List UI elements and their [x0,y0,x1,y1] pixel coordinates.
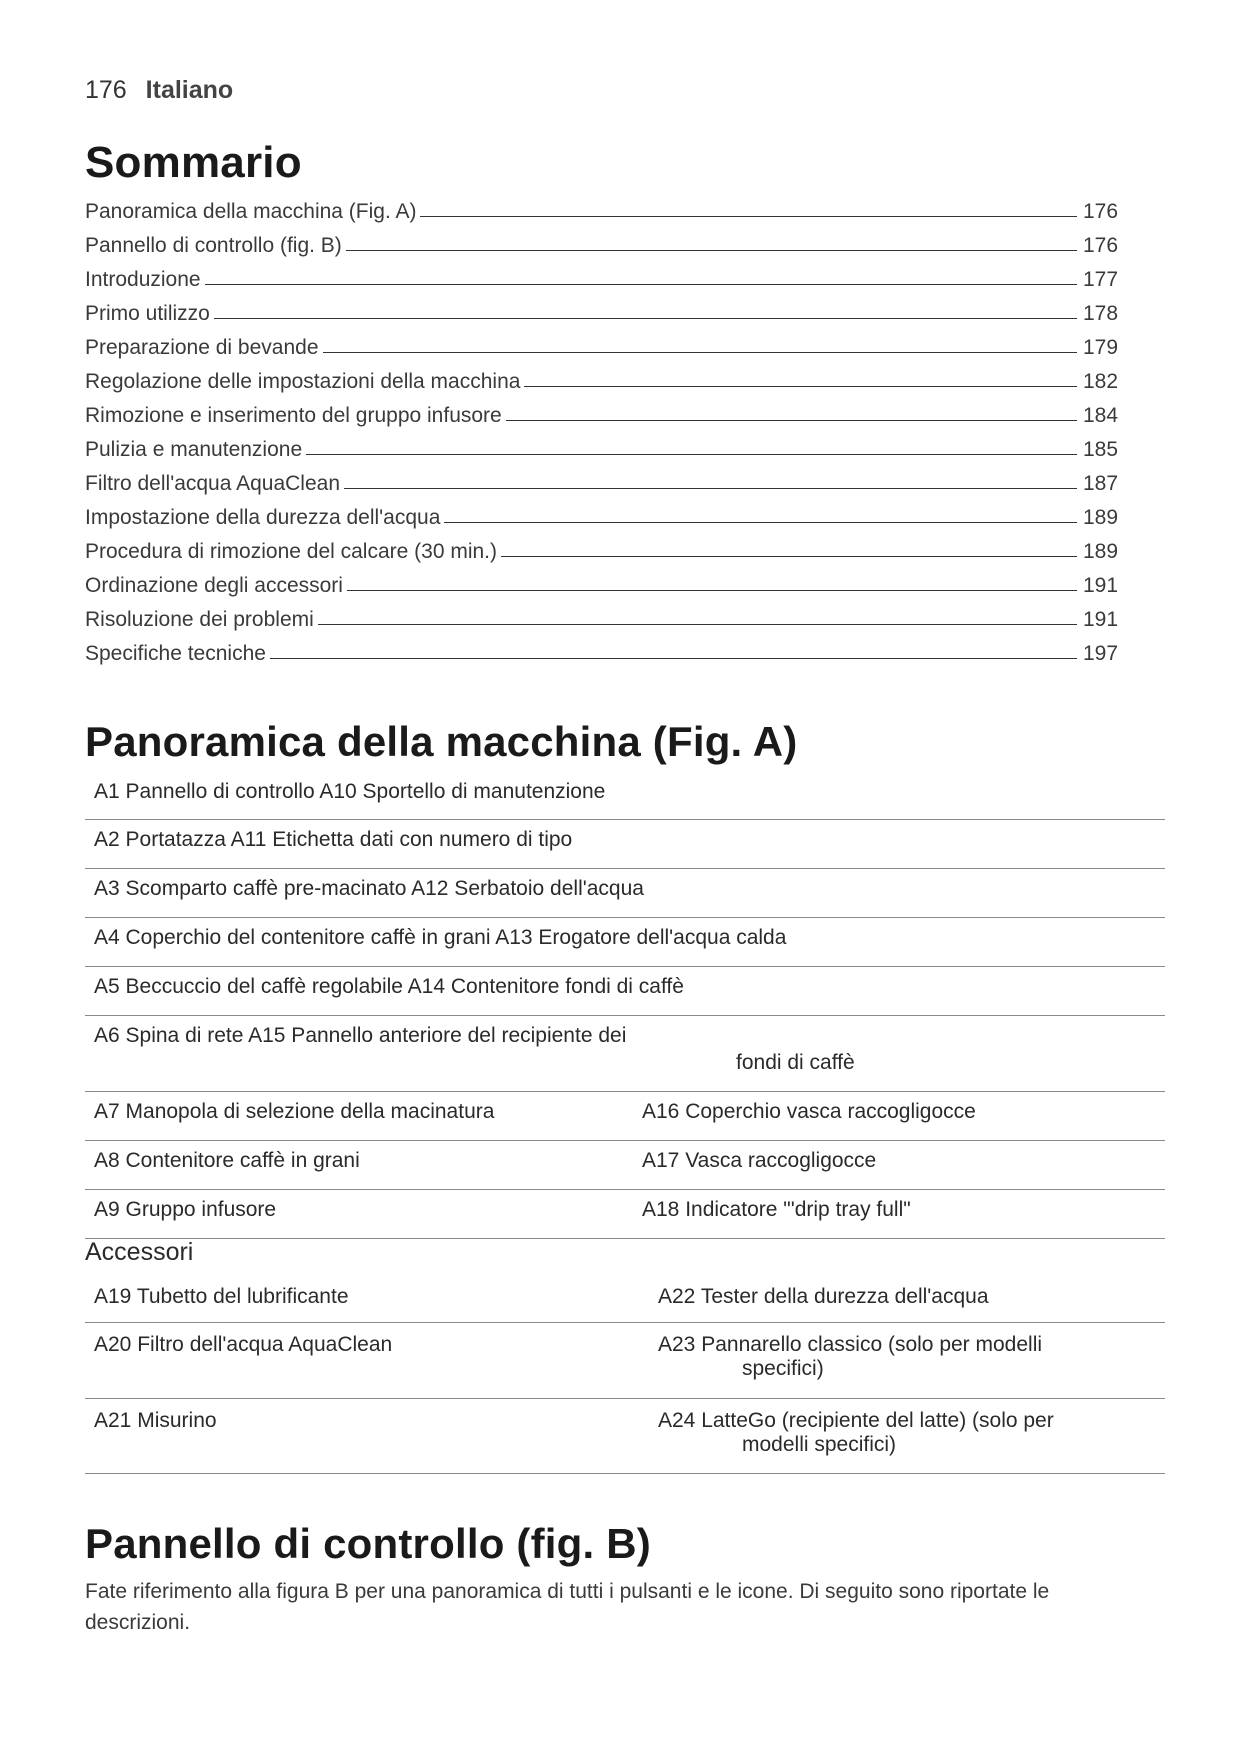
table-cell: A5 Beccuccio del caffè regolabile A14 Contenitore fondi di caffè [94,975,684,998]
toc-leader [444,522,1077,523]
table-cell-left: A20 Filtro dell'acqua AquaClean [94,1333,393,1356]
toc-leader [318,624,1077,625]
table-cell-right: A16 Coperchio vasca raccogligocce [642,1100,976,1123]
toc-leader [344,488,1077,489]
table-cell-right [658,1323,1165,1398]
table-cell-left: A9 Gruppo infusore [94,1198,277,1221]
pannello-paragraph: Fate riferimento alla figura B per una panoramica di tutti i pulsanti e le icone. Di seguito sono riportate le descrizioni. [85,1580,1050,1634]
toc-entry-page: 185 [1083,438,1119,461]
toc-entry-label: Risoluzione dei problemi [85,608,314,631]
table-row [85,1092,1165,1141]
toc-entry[interactable] [85,530,1125,564]
table-row [85,772,1165,820]
toc-entry-label: Specifiche tecniche [85,642,266,665]
toc-entry-label: Primo utilizzo [85,302,210,325]
table-cell-line: A22 Tester della durezza dell'acqua [658,1285,989,1308]
toc-entry-page: 177 [1083,268,1119,291]
toc-leader [524,386,1077,387]
toc-leader [323,352,1077,353]
toc-leader [270,658,1077,659]
toc-entry-label: Rimozione e inserimento del gruppo infusore [85,404,502,427]
toc-entry-label: Panoramica della macchina (Fig. A) [85,200,417,223]
toc-entry[interactable] [85,496,1125,530]
table-cell: A4 Coperchio del contenitore caffè in grani A13 Erogatore dell'acqua calda [94,926,787,949]
table-cell-line: A6 Spina di rete A15 Pannello anteriore del recipiente dei [94,1024,627,1047]
toc-entry[interactable] [85,598,1125,632]
toc-entry-label: Pannello di controllo (fig. B) [85,234,342,257]
table-cell-right: A17 Vasca raccogligocce [642,1149,877,1172]
table-cell-continuation: specifici) [742,1357,824,1380]
table-row [85,918,1165,967]
table-cell-left: A7 Manopola di selezione della macinatura [94,1100,495,1123]
table-cell-left: A8 Contenitore caffè in grani [94,1149,360,1172]
toc-entry-label: Ordinazione degli accessori [85,574,343,597]
toc-entry-label: Preparazione di bevande [85,336,319,359]
table-row [85,967,1165,1016]
accessories-table [85,1275,1165,1474]
toc-entry[interactable] [85,190,1125,224]
toc-entry[interactable] [85,360,1125,394]
table-cell-right [658,1399,1165,1473]
toc-entry-page: 184 [1083,404,1119,427]
toc-entry-label: Regolazione delle impostazioni della macchina [85,370,521,393]
toc-entry[interactable] [85,326,1125,360]
toc-entry-label: Introduzione [85,268,201,291]
toc-entry-page: 176 [1083,234,1119,257]
toc-entry-label: Procedura di rimozione del calcare (30 min.) [85,540,498,563]
toc-entry[interactable] [85,224,1125,258]
table-cell: A1 Pannello di controllo A10 Sportello di manutenzione [94,780,606,803]
table-row [85,1141,1165,1190]
toc-entry[interactable] [85,258,1125,292]
toc-entry[interactable] [85,292,1125,326]
table-row [85,1275,1165,1323]
toc-leader [205,284,1077,285]
table-cell-continuation: fondi di caffè [736,1051,855,1074]
table-row [85,1399,1165,1474]
toc-leader [214,318,1077,319]
pannello-title: Pannello di controllo (fig. B) [85,1520,651,1567]
table-cell-right [658,1275,1165,1322]
toc-entry-page: 189 [1083,540,1119,563]
table-cell [85,1016,1165,1091]
table-cell-continuation: modelli specifici) [742,1433,897,1456]
toc-entry-page: 191 [1083,574,1119,597]
table-of-contents [85,190,1125,666]
page-header [85,76,233,105]
table-row [85,869,1165,918]
toc-leader [347,590,1077,591]
table-cell-left: A19 Tubetto del lubrificante [94,1285,349,1308]
toc-leader [346,250,1077,251]
page-number: 176 [85,76,127,104]
toc-entry[interactable] [85,428,1125,462]
table-row [85,1190,1165,1239]
sommario-title: Sommario [85,138,302,187]
table-cell: A2 Portatazza A11 Etichetta dati con numero di tipo [94,828,573,851]
table-cell: A3 Scomparto caffè pre-macinato A12 Serbatoio dell'acqua [94,877,644,900]
toc-entry-page: 178 [1083,302,1119,325]
toc-entry-page: 182 [1083,370,1119,393]
table-cell-right: A18 Indicatore "'drip tray full" [642,1198,911,1221]
accessori-title: Accessori [85,1238,194,1266]
toc-entry-page: 189 [1083,506,1119,529]
table-cell-line: A24 LatteGo (recipiente del latte) (solo per [658,1409,1054,1432]
toc-entry[interactable] [85,462,1125,496]
panoramica-title: Panoramica della macchina (Fig. A) [85,718,798,765]
table-row [85,1323,1165,1399]
toc-entry[interactable] [85,564,1125,598]
toc-entry-label: Impostazione della durezza dell'acqua [85,506,441,529]
toc-leader [306,454,1077,455]
table-cell-line: A23 Pannarello classico (solo per modelli [658,1333,1043,1356]
toc-leader [506,420,1077,421]
toc-entry-page: 187 [1083,472,1119,495]
toc-entry-page: 176 [1083,200,1119,223]
toc-entry-label: Filtro dell'acqua AquaClean [85,472,341,495]
toc-entry-page: 191 [1083,608,1119,631]
language-label: Italiano [145,76,234,104]
toc-entry[interactable] [85,632,1125,666]
toc-leader [420,216,1077,217]
toc-entry-page: 179 [1083,336,1119,359]
table-row [85,820,1165,869]
toc-entry-page: 197 [1083,642,1119,665]
toc-entry-label: Pulizia e manutenzione [85,438,303,461]
table-cell-left: A21 Misurino [94,1409,217,1432]
toc-entry[interactable] [85,394,1125,428]
machine-overview-table [85,772,1165,1239]
table-row [85,1016,1165,1092]
toc-leader [501,556,1077,557]
